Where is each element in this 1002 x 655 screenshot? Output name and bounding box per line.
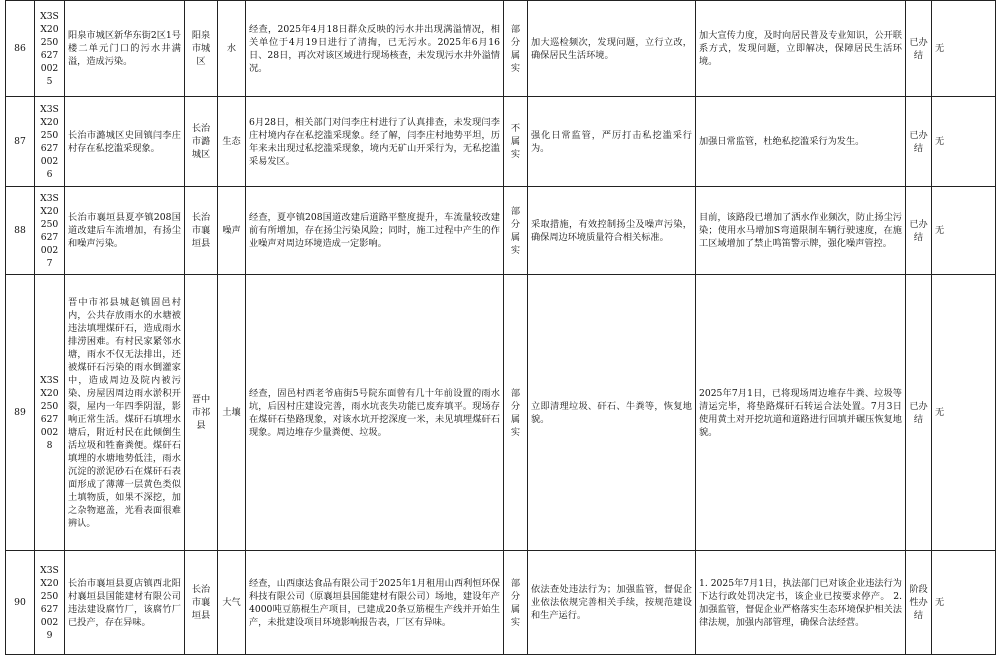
pollution-type: 水 — [218, 1, 246, 97]
complaint-content: 长治市襄垣县夏店镇西北阳村襄垣县国能建材有限公司违法建设腐竹厂，该腐竹厂已投产，存在异味。 — [65, 551, 185, 655]
verdict: 部分属实 — [504, 1, 528, 97]
administrative-area: 长治市襄垣县 — [185, 187, 218, 275]
completion-status: 已办结 — [906, 97, 932, 187]
table-row — [6, 187, 996, 275]
complaint-content: 晋中市祁县城赵镇固邑村内，公共存放雨水的水塘被违法填埋煤矸石，造成雨水排涝困难。有村民家紧邻水塘，雨水不仅无法排出，还被煤矸石污染的雨水倒灌家中，造成周边及院内被污染、房屋因周边雨水淤积开裂，屋内一年四季阴湿，影响正常生活。煤矸石填埋水塘后，附近村民在此倾倒生活垃圾和牲畜粪便。煤矸石填埋的水塘地势低洼，雨水沉淀的淤泥砂石在煤矸石表面形成了薄薄一层黄色类似土填物质，如果不深挖，加之杂物遮盖，光看表面很难辨认。 — [65, 275, 185, 551]
verdict: 部分属实 — [504, 551, 528, 655]
accountability: 无 — [932, 551, 996, 655]
administrative-area: 晋中市祁县 — [185, 275, 218, 551]
investigation-result: 经查，2025年4月18日群众反映的污水井出现满溢情况，相关单位于4月19日进行了清掏，已无污水。2025年6月16日、28日，再次对该区域进行现场核查，未发现污水井外溢情况。 — [246, 1, 504, 97]
row-number: 86 — [6, 1, 35, 97]
handling-measures: 采取措施，有效控制扬尘及噪声污染，确保周边环境质量符合相关标准。 — [528, 187, 696, 275]
investigation-result: 经查，山西康达食品有限公司于2025年1月租用山西利恒环保科技有限公司（原襄垣县国能建材有限公司）场地，建设年产4000吨豆筋棍生产项目，已建成20条豆筋棍生产线并开始生产，未批建设项目环境影响报告表，厂区有异味。 — [246, 551, 504, 655]
complaint-table — [5, 0, 996, 655]
accountability: 无 — [932, 97, 996, 187]
row-number: 90 — [6, 551, 35, 655]
rectification-result: 目前，该路段已增加了洒水作业频次，防止扬尘污染；使用水马增加S弯道限制车辆行驶速度，在施工区域增加了禁止鸣笛警示牌，强化噪声管控。 — [696, 187, 906, 275]
pollution-type: 生态 — [218, 97, 246, 187]
case-code: X3SX202506270027 — [35, 187, 65, 275]
case-code: X3SX202506270026 — [35, 97, 65, 187]
completion-status: 阶段性办结 — [906, 551, 932, 655]
verdict: 部分属实 — [504, 187, 528, 275]
administrative-area: 长治市潞城区 — [185, 97, 218, 187]
rectification-result: 1. 2025年7月1日，执法部门已对该企业违法行为下达行政处罚决定书，该企业已按要求停产。 2. 加强监管，督促企业严格落实生态环境保护相关法律法规，加强内部管理，确保合法经营。 — [696, 551, 906, 655]
accountability: 无 — [932, 275, 996, 551]
handling-measures: 加大巡检频次，发现问题，立行立改，确保居民生活环境。 — [528, 1, 696, 97]
handling-measures: 立即清理垃圾、矸石、牛粪等，恢复地貌。 — [528, 275, 696, 551]
administrative-area: 长治市襄垣县 — [185, 551, 218, 655]
rectification-result: 加强日常监管，杜绝私挖滥采行为发生。 — [696, 97, 906, 187]
accountability: 无 — [932, 1, 996, 97]
verdict: 部分属实 — [504, 275, 528, 551]
completion-status: 已办结 — [906, 187, 932, 275]
complaint-content: 长治市潞城区史回镇闫李庄村存在私挖滥采现象。 — [65, 97, 185, 187]
row-number: 89 — [6, 275, 35, 551]
case-code: X3SX202506270028 — [35, 275, 65, 551]
case-code: X3SX202506270029 — [35, 551, 65, 655]
table-row — [6, 1, 996, 97]
handling-measures: 依法查处违法行为；加强监管，督促企业依法依规完善相关手续，按规范建设和生产运行。 — [528, 551, 696, 655]
pollution-type: 大气 — [218, 551, 246, 655]
completion-status: 已办结 — [906, 1, 932, 97]
investigation-result: 6月28日，相关部门对闫李庄村进行了认真排查，未发现闫李庄村境内存在私挖滥采现象。经了解，闫李庄村地势平坦，历年来未出现过私挖滥采现象，境内无矿山开采行为，无私挖滥采易发区。 — [246, 97, 504, 187]
case-code: X3SX202506270025 — [35, 1, 65, 97]
rectification-result: 加大宣传力度，及时向居民普及专业知识，公开联系方式，发现问题，立即解决，保障居民生活环境。 — [696, 1, 906, 97]
complaint-content: 阳泉市城区新华东街2区1号楼二单元门口的污水井满溢，造成污染。 — [65, 1, 185, 97]
verdict: 不属实 — [504, 97, 528, 187]
pollution-type: 噪声 — [218, 187, 246, 275]
complaint-content: 长治市襄垣县夏亭镇208国道改建后车流增加，有扬尘和噪声污染。 — [65, 187, 185, 275]
rectification-result: 2025年7月1日，已将现场周边堆存牛粪、垃圾等清运完毕，将垫路煤矸石转运合法处置。7月3日使用黄土对开挖坑道和道路进行回填并碾压恢复地貌。 — [696, 275, 906, 551]
investigation-result: 经查，夏亭镇208国道改建后道路平整度提升，车流量较改建前有所增加，存在扬尘污染风险；同时，施工过程中产生的作业噪声对周边环境造成一定影响。 — [246, 187, 504, 275]
table-row — [6, 97, 996, 187]
administrative-area: 阳泉市城区 — [185, 1, 218, 97]
handling-measures: 强化日常监管，严厉打击私挖滥采行为。 — [528, 97, 696, 187]
accountability: 无 — [932, 187, 996, 275]
row-number: 88 — [6, 187, 35, 275]
table-row — [6, 551, 996, 655]
table-row — [6, 275, 996, 551]
pollution-type: 土壤 — [218, 275, 246, 551]
investigation-result: 经查，固邑村西老爷庙街5号院东面曾有几十年前设置的雨水坑，后因村庄建设完善，雨水坑丧失功能已废弃填平。现场存在煤矸石垫路现象，对该水坑开挖深度一米，未见填埋煤矸石现象。周边堆存少量粪便、垃圾。 — [246, 275, 504, 551]
row-number: 87 — [6, 97, 35, 187]
completion-status: 已办结 — [906, 275, 932, 551]
